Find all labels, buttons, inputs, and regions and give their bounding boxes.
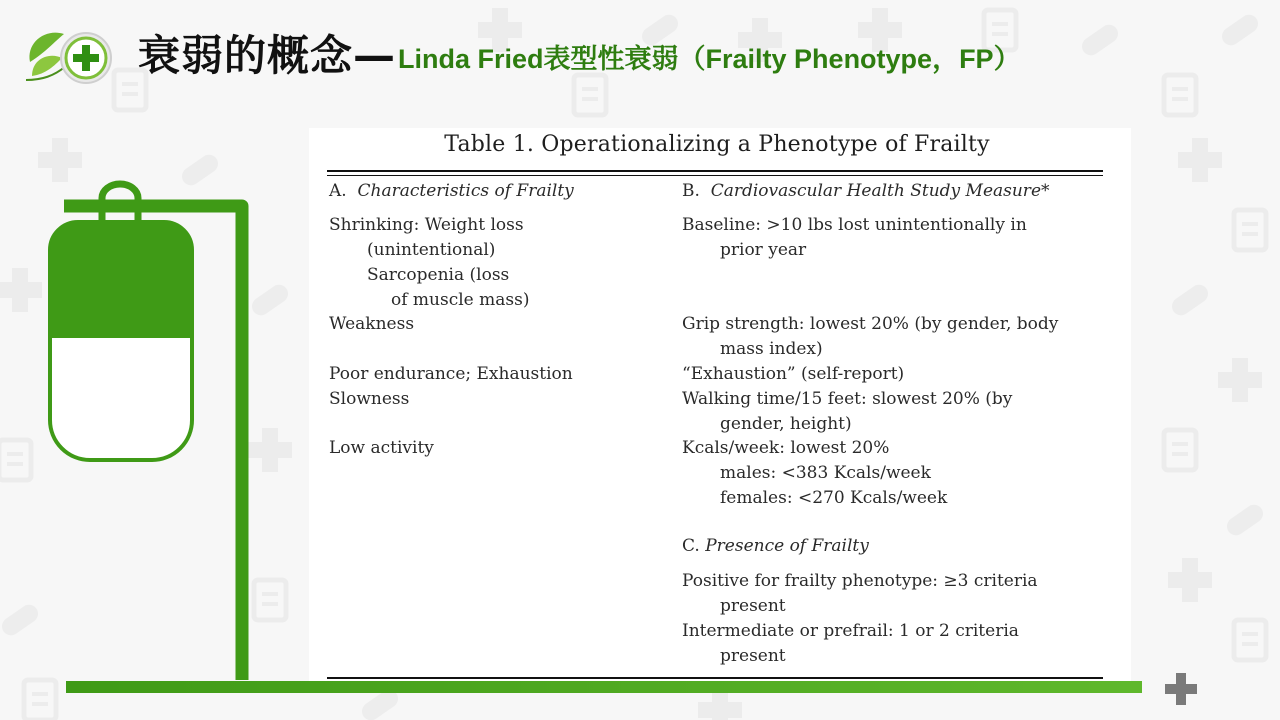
list-item: Weakness xyxy=(329,314,415,334)
title-subtitle: Linda Fried表型性衰弱（Frailty Phenotype，FP） xyxy=(398,44,1021,74)
frailty-phenotype-table xyxy=(309,128,1131,681)
plus-icon xyxy=(1164,672,1198,706)
list-item: Intermediate or prefrail: 1 or 2 criteria present xyxy=(682,621,1019,666)
list-item: Shrinking: Weight loss (unintentional) Sarcopenia (loss of muscle mass) xyxy=(329,215,530,310)
list-item: Positive for frailty phenotype: ≥3 criteria present xyxy=(682,571,1038,616)
list-item: Slowness xyxy=(329,389,410,409)
list-item: Poor endurance; Exhaustion xyxy=(329,364,573,384)
section-c-header: C. Presence of Frailty xyxy=(682,536,869,556)
title-main: 衰弱的概念— xyxy=(138,31,397,80)
table-bottom-rule xyxy=(327,677,1103,679)
leaf-medical-cross-icon xyxy=(24,18,116,92)
table-title: Table 1. Operationalizing a Phenotype of Frailty xyxy=(444,132,990,157)
iv-bag-stand-icon xyxy=(40,180,260,685)
table-top-rule-2 xyxy=(327,175,1103,176)
list-item: Baseline: >10 lbs lost unintentionally in prior year xyxy=(682,215,1027,260)
column-a-header: A. Characteristics of Frailty xyxy=(329,181,574,201)
column-b-header: B. Cardiovascular Health Study Measure* xyxy=(682,181,1050,201)
table-top-rule xyxy=(327,170,1103,172)
list-item: Low activity xyxy=(329,438,434,458)
page-title xyxy=(138,24,1021,84)
list-item: “Exhaustion” (self-report) xyxy=(682,364,905,384)
list-item: Walking time/15 feet: slowest 20% (by gender, height) xyxy=(682,389,1013,434)
list-item: Kcals/week: lowest 20% males: <383 Kcals/week females: <270 Kcals/week xyxy=(682,438,948,508)
list-item: Grip strength: lowest 20% (by gender, body mass index) xyxy=(682,314,1059,359)
bottom-bar xyxy=(66,681,1142,693)
